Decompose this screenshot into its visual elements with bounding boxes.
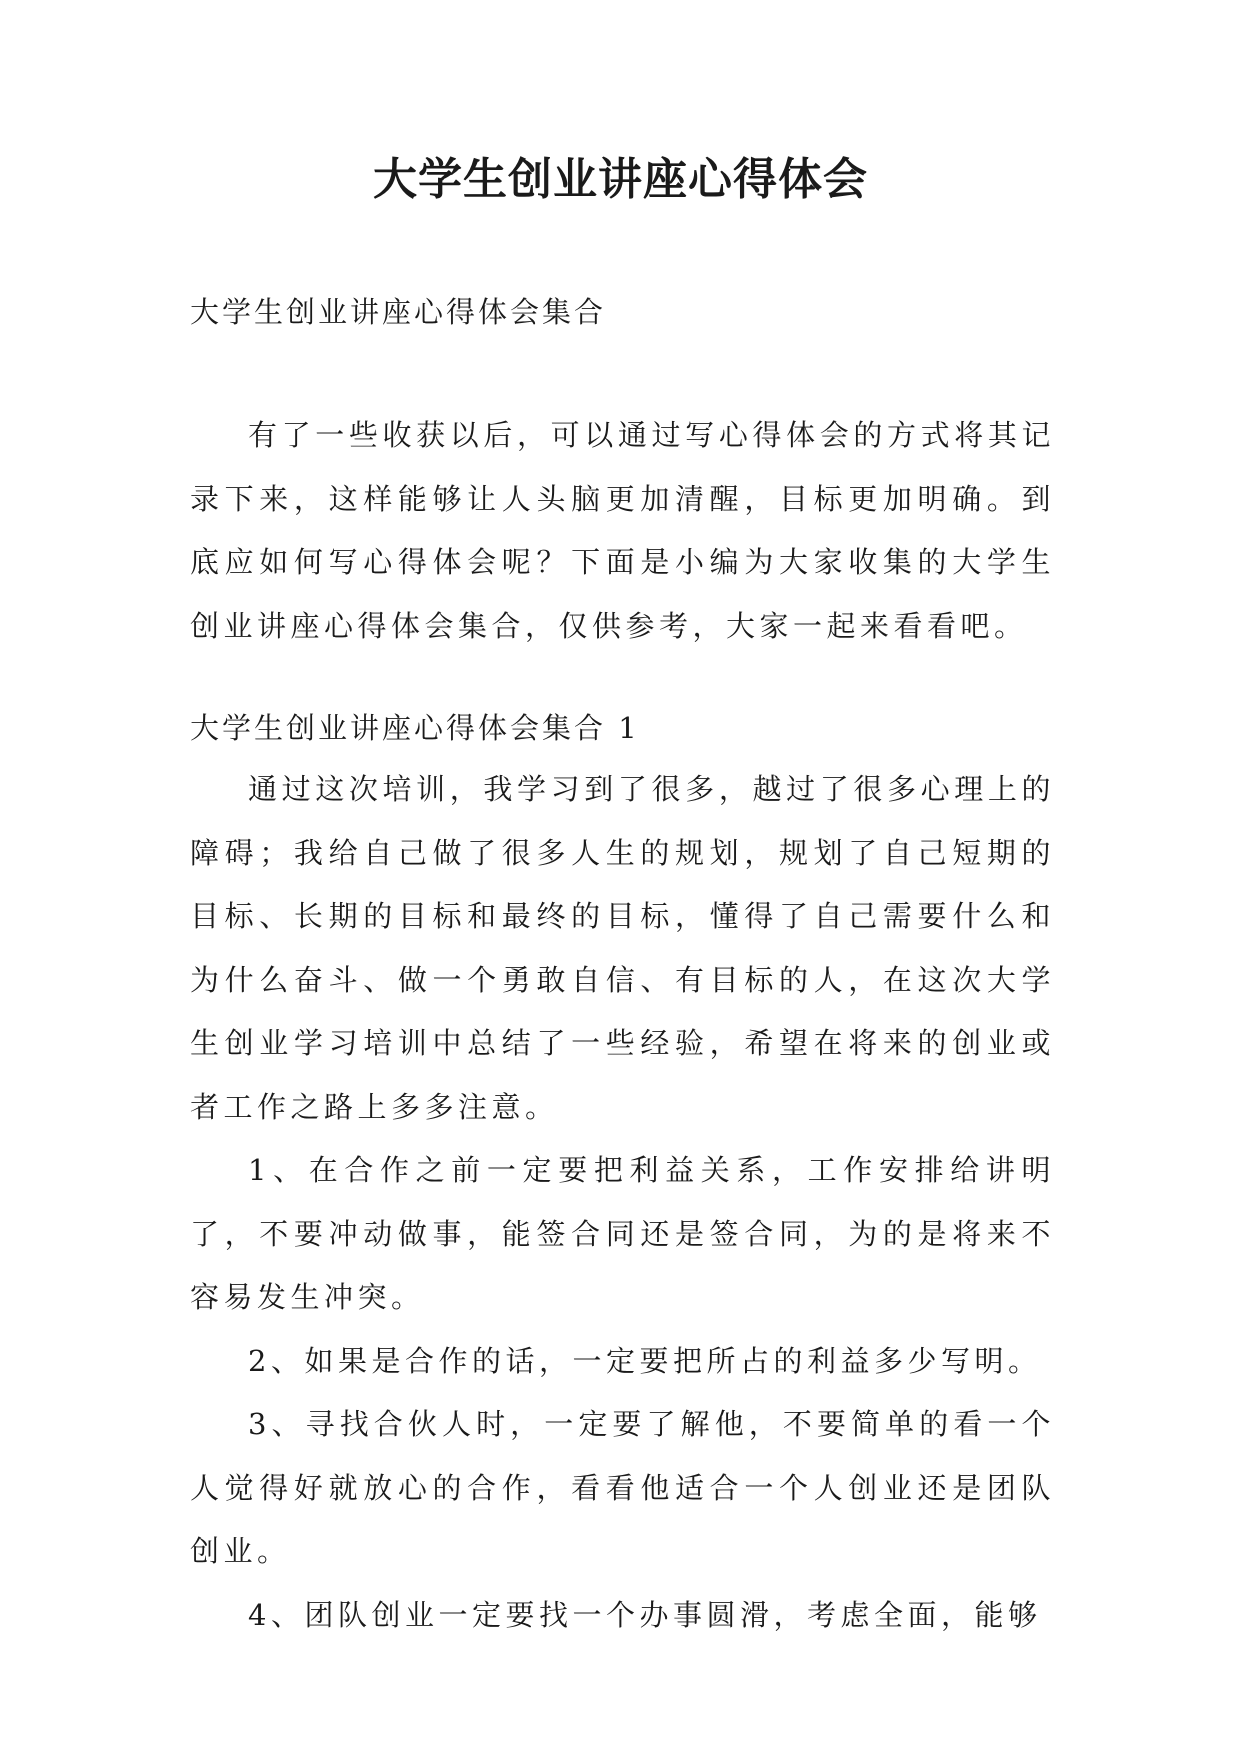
document-body — [190, 404, 1055, 1647]
body-paragraph: 1、在合作之前一定要把利益关系，工作安排给讲明了，不要冲动做事，能签合同还是签合同，为的是将来不容易发生冲突。 — [190, 1153, 1055, 1314]
body-paragraph: 4、团队创业一定要找一个办事圆滑，考虑全面，能够 — [248, 1597, 1042, 1632]
body-paragraph: 2、如果是合作的话，一定要把所占的利益多少写明。 — [248, 1343, 1042, 1378]
body-paragraph: 通过这次培训，我学习到了很多，越过了很多心理上的障碍；我给自己做了很多人生的规划，规划了自己短期的目标、长期的目标和最终的目标，懂得了自己需要什么和为什么奋斗、做一个勇敢自信、有目标的人，在这次大学生创业学习培训中总结了一些经验，希望在将来的创业或者工作之路上多多注意。 — [190, 772, 1055, 1124]
document-subtitle: 大学生创业讲座心得体会集合 — [190, 295, 607, 329]
intro-paragraph: 有了一些收获以后，可以通过写心得体会的方式将其记录下来，这样能够让人头脑更加清醒，目标更加明确。到底应如何写心得体会呢？下面是小编为大家收集的大学生创业讲座心得体会集合，仅供参考，大家一起来看看吧。 — [190, 418, 1055, 643]
section-heading: 大学生创业讲座心得体会集合 1 — [190, 711, 640, 745]
body-paragraph: 3、寻找合伙人时，一定要了解他，不要简单的看一个人觉得好就放心的合作，看看他适合一个人创业还是团队创业。 — [190, 1407, 1055, 1568]
document-title: 大学生创业讲座心得体会 — [373, 154, 868, 205]
